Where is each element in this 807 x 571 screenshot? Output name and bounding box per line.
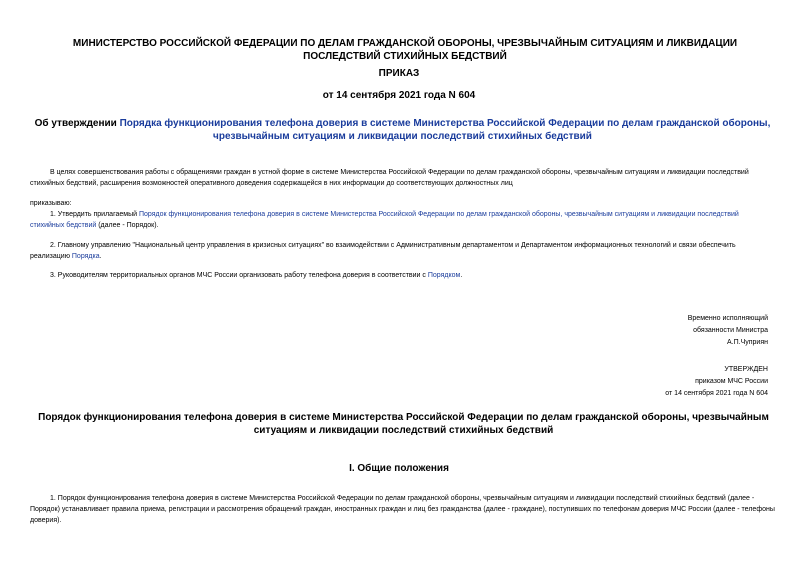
item-3-link[interactable]: Порядком	[427, 272, 461, 279]
signature-line-1: Временно исполняющий	[687, 315, 768, 322]
approved-block	[665, 364, 768, 400]
item-1-suffix: (далее - Порядок).	[96, 222, 159, 229]
item-2-link[interactable]: Порядка	[71, 253, 100, 260]
ministry-heading: МИНИСТЕРСТВО РОССИЙСКОЙ ФЕДЕРАЦИИ ПО ДЕЛАМ ГРАЖДАНСКОЙ ОБОРОНЫ, ЧРЕЗВЫЧАЙНЫМ СИТУАЦИЯМ И ЛИКВИДАЦИИ ПОСЛЕДСТВИЙ СТИХИЙНЫХ БЕДСТВИЙ	[72, 38, 738, 62]
approved-line-2: приказом МЧС России	[695, 378, 768, 385]
order-title	[30, 117, 775, 143]
order-heading: ПРИКАЗ	[378, 68, 420, 79]
item-3-prefix: 3. Руководителям территориальных органов МЧС России организовать работу телефона доверия в соответствии с	[50, 272, 428, 279]
item-2-paragraph	[30, 240, 768, 262]
approved-line-3: от 14 сентября 2021 года N 604	[665, 390, 768, 397]
item-2-prefix: 2. Главному управлению "Национальный центр управления в кризисных ситуациях" во взаимодействии с Административным департаментом и Департаментом информационных технологий и связи обеспечить реализацию	[30, 242, 736, 260]
approved-line-1: УТВЕРЖДЕН	[724, 366, 768, 373]
section-1-heading: I. Общие положения	[349, 463, 449, 474]
item-1-link[interactable]: Порядок функционирования телефона доверия в системе Министерства Российской Федерации по делам гражданской обороны, чрезвычайным ситуациям и ликвидации последствий стихийных бедствий	[30, 211, 739, 229]
poryadok-title: Порядок функционирования телефона доверия в системе Министерства Российской Федерации по делам гражданской обороны, чрезвычайным ситуациям и ликвидации последствий стихийных бедствий	[38, 412, 769, 436]
item-1-prefix: 1. Утвердить прилагаемый	[50, 211, 139, 218]
signature-block	[688, 313, 768, 349]
order-title-link[interactable]: Порядка функционирования телефона доверия в системе Министерства Российской Федерации по делам гражданской обороны, чрезвычайным ситуациям и ликвидации последствий стихийных бедствий	[119, 118, 771, 142]
signature-line-3: А.П.Чуприян	[726, 339, 768, 346]
prikazyvayu-text: приказываю:	[30, 200, 72, 207]
order-date: от 14 сентября 2021 года N 604	[322, 90, 476, 101]
order-title-prefix: Об утверждении	[34, 118, 120, 129]
section-1-paragraph-1: 1. Порядок функционирования телефона доверия в системе Министерства Российской Федерации по делам гражданской обороны, чрезвычайным ситуациям и ликвидации последствий стихийных бедствий (далее - Порядок) устанавливает правила приема, регистрации и рассмотрения обращений граждан, иностранных граждан и лиц без гражданства (далее - граждане), поступивших по телефонам доверия МЧС России (далее - телефоны доверия).	[30, 495, 775, 524]
item-2-suffix: .	[99, 253, 102, 260]
preamble-paragraph: В целях совершенствования работы с обращениями граждан в устной форме в системе Министерства Российской Федерации по делам гражданской обороны, чрезвычайным ситуациям и ликвидации последствий стихийных бедствий, расширения возможностей оперативного доведения содержащейся в них информации до соответствующих должностных лиц	[30, 169, 749, 187]
item-3-suffix: .	[460, 272, 463, 279]
signature-line-2: обязанности Министра	[693, 327, 768, 334]
item-3-paragraph	[30, 270, 768, 281]
item-1-paragraph	[30, 209, 768, 231]
